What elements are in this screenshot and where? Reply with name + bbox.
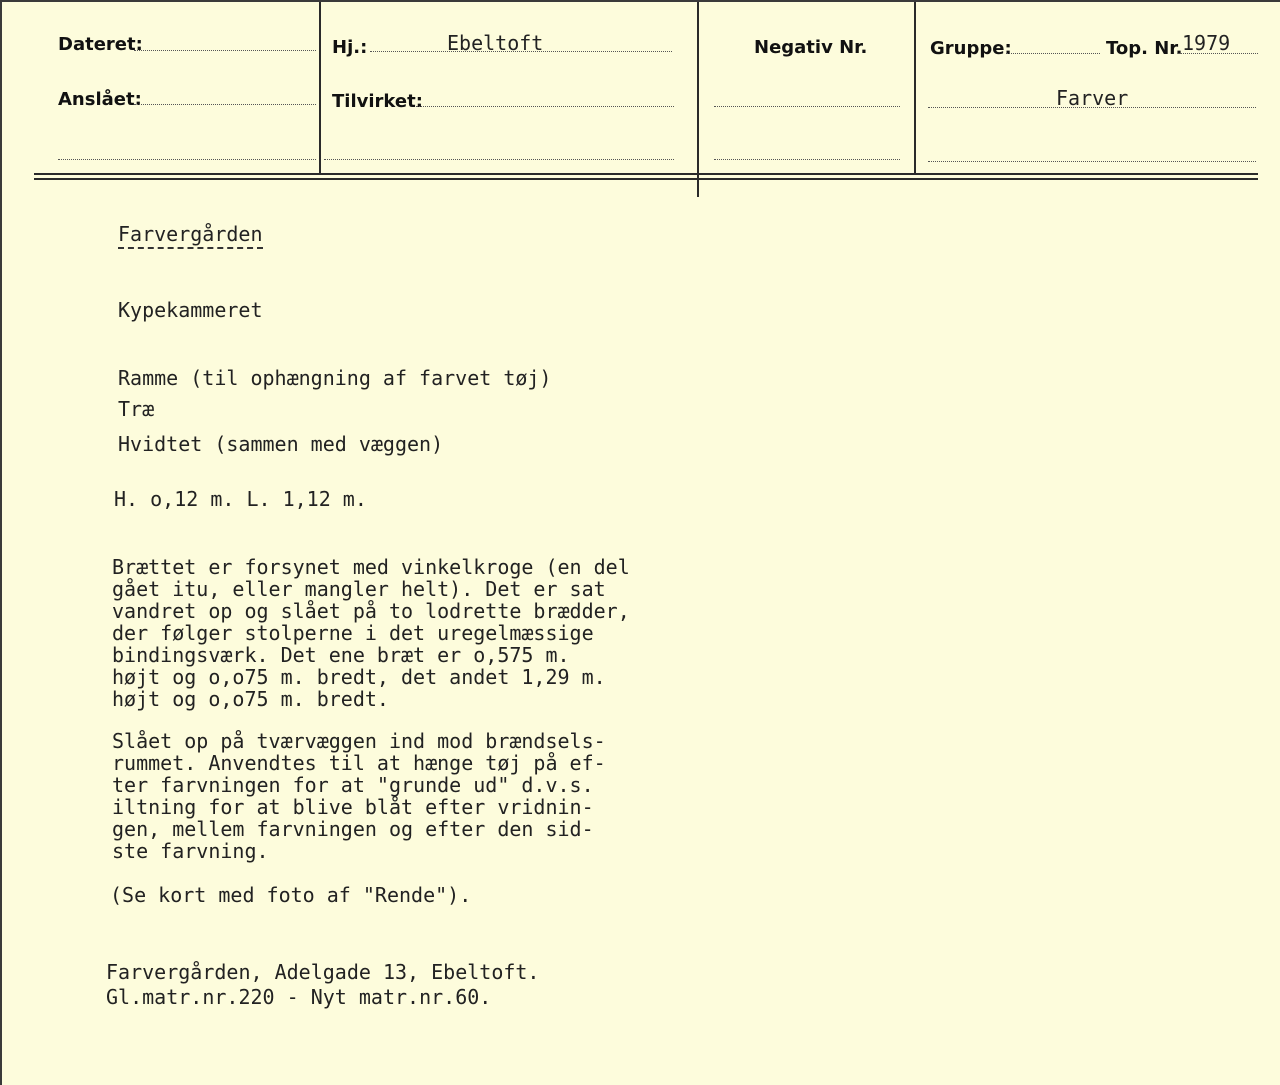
dateret-field — [134, 50, 316, 51]
negativ-field-1 — [714, 106, 900, 107]
matr-line: Gl.matr.nr.220 - Nyt matr.nr.60. — [106, 985, 492, 1009]
dimensions: H. o,12 m. L. 1,12 m. — [114, 487, 367, 511]
object-description: Ramme (til ophængning af farvet tøj) — [118, 366, 552, 390]
header-rule-top — [34, 173, 1258, 175]
dateret-label: Dateret: — [58, 34, 143, 55]
finish: Hvidtet (sammen med væggen) — [118, 432, 444, 456]
gruppe-field-2 — [928, 107, 1256, 108]
gruppe-value: Farver — [1056, 86, 1129, 110]
anslaaet-field — [134, 104, 316, 105]
negativ-field-2 — [714, 159, 900, 160]
col2-blank-line — [324, 159, 674, 160]
topnr-label: Top. Nr. — [1106, 38, 1183, 59]
card-title: Farvergården — [118, 222, 263, 249]
anslaaet-label: Anslået: — [58, 89, 142, 110]
hj-value: Ebeltoft — [447, 31, 544, 55]
divider-1 — [319, 2, 321, 174]
address-line: Farvergården, Adelgade 13, Ebeltoft. — [106, 960, 540, 984]
col1-blank-line — [58, 159, 316, 160]
gruppe-label: Gruppe: — [930, 38, 1012, 59]
divider-3 — [914, 2, 916, 174]
header-rule-bottom — [34, 178, 1258, 180]
material: Træ — [118, 397, 155, 421]
room-name: Kypekammeret — [118, 298, 263, 322]
gruppe-field — [1006, 53, 1100, 54]
negativ-label: Negativ Nr. — [754, 37, 868, 58]
paragraph-construction: Brættet er forsynet med vinkelkroge (en del gået itu, eller mangler helt). Det er sat vandret op og slået på to lodrette brædder, der følger stolperne i det uregelmæssige bindingsværk. Det ene bræt er o,575 m. højt og o,o75 m. bredt, det andet 1,29 m. højt og o,o75 m. bredt. — [112, 555, 630, 711]
divider-2 — [697, 2, 699, 197]
reference-note: (Se kort med foto af "Rende"). — [110, 883, 472, 907]
col4-blank-line — [928, 161, 1256, 162]
tilvirket-label: Tilvirket: — [332, 91, 423, 112]
hj-label: Hj.: — [332, 37, 368, 58]
tilvirket-field — [416, 106, 674, 107]
topnr-value: 1979 — [1182, 31, 1231, 55]
paragraph-usage: Slået op på tværvæggen ind mod brændsels- rummet. Anvendtes til at hænge tøj på ef- ter farvningen for at "grunde ud" d.v.s. iltning for at blive blåt efter vridnin- gen, mellem farvningen og efter den sid- ste farvning. — [112, 729, 606, 863]
